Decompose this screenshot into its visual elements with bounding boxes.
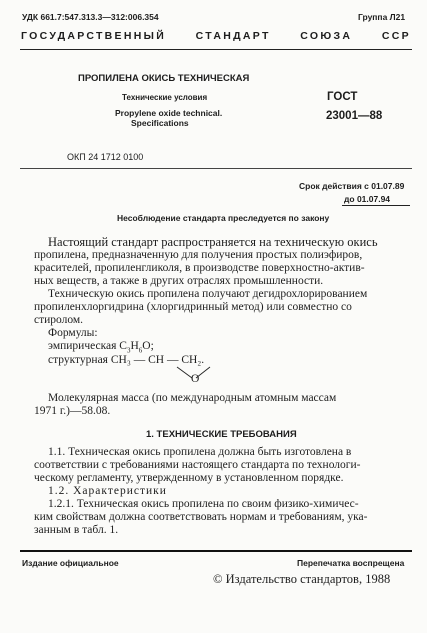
molar-mass-line1: Молекулярная масса (по международным атомным массам bbox=[48, 392, 337, 404]
intro-line: ных веществ, а также в других отраслях промышленности. bbox=[34, 275, 324, 287]
footer-rule bbox=[20, 550, 412, 552]
okp-code: ОКП 24 1712 0100 bbox=[67, 152, 144, 162]
epoxide-oxygen: O bbox=[191, 373, 200, 385]
document-subtitle: Технические условия bbox=[122, 93, 208, 102]
section-heading: 1. ТЕХНИЧЕСКИЕ ТРЕБОВАНИЯ bbox=[146, 429, 297, 440]
group-code: Группа Л21 bbox=[358, 12, 406, 22]
legal-notice: Несоблюдение стандарта преследуется по закону bbox=[117, 213, 330, 223]
intro-line: Техническую окись пропилена получают дегидрохлорированием bbox=[48, 288, 368, 300]
section-line: 1.1. Техническая окись пропилена должна быть изготовлена в bbox=[48, 446, 352, 458]
gost-label: ГОСТ bbox=[327, 91, 358, 103]
english-title-line1: Propylene oxide technical. bbox=[115, 108, 223, 118]
state-standard-banner: ГОСУДАРСТВЕННЫЙ СТАНДАРТ СОЮЗА ССР bbox=[21, 30, 411, 42]
validity-to: до 01.07.94 bbox=[344, 194, 391, 204]
intro-line: пропиленхлоргидрина (хлоргидринный метод) или совместно со bbox=[34, 301, 352, 313]
section-line: соответствии с требованиями настоящего стандарта по технологи- bbox=[34, 459, 361, 471]
intro-line: стиролом. bbox=[34, 314, 84, 326]
formulas-label: Формулы: bbox=[48, 327, 98, 339]
section-line: ким свойствам должна соответствовать нормам и требованиям, ука- bbox=[34, 511, 368, 523]
header-rule bbox=[20, 49, 412, 50]
udk-code: УДК 661.7:547.313.3—312:006.354 bbox=[22, 12, 159, 22]
molar-mass-line2: 1971 г.)—58.08. bbox=[34, 405, 111, 417]
publisher-copyright: © Издательство стандартов, 1988 bbox=[213, 572, 391, 586]
section-line: ческому регламенту, утвержденному в установленном порядке. bbox=[34, 472, 344, 484]
document-title: ПРОПИЛЕНА ОКИСЬ ТЕХНИЧЕСКАЯ bbox=[78, 73, 250, 84]
empirical-formula bbox=[48, 340, 154, 353]
structural-label: структурная bbox=[48, 354, 108, 366]
intro-line: красителей, пропиленгликоля, в производстве поверхностно-актив- bbox=[34, 262, 365, 274]
validity-from: Срок действия с 01.07.89 bbox=[299, 181, 405, 191]
empirical-formula-value: $C_3H_6O$; bbox=[119, 340, 154, 355]
gost-number: 23001—88 bbox=[326, 110, 383, 122]
empirical-label: эмпирическая bbox=[48, 340, 117, 352]
section-line: 1.2. Характеристики bbox=[48, 485, 167, 497]
structural-formula-value: CH₃ — CH — CH₂. bbox=[110, 354, 205, 366]
validity-underline bbox=[342, 205, 410, 206]
intro-line: Настоящий стандарт распространяется на техническую окись bbox=[48, 235, 378, 249]
official-edition: Издание официальное bbox=[22, 558, 119, 568]
intro-line: пропилена, предназначенную для получения простых полиэфиров, bbox=[34, 249, 363, 261]
section-line: занным в табл. 1. bbox=[34, 524, 119, 536]
title-rule bbox=[20, 168, 412, 169]
english-title-line2: Specifications bbox=[131, 118, 189, 128]
section-line: 1.2.1. Техническая окись пропилена по своим физико-химичес- bbox=[48, 498, 359, 510]
reprint-prohibited: Перепечатка воспрещена bbox=[297, 558, 405, 568]
